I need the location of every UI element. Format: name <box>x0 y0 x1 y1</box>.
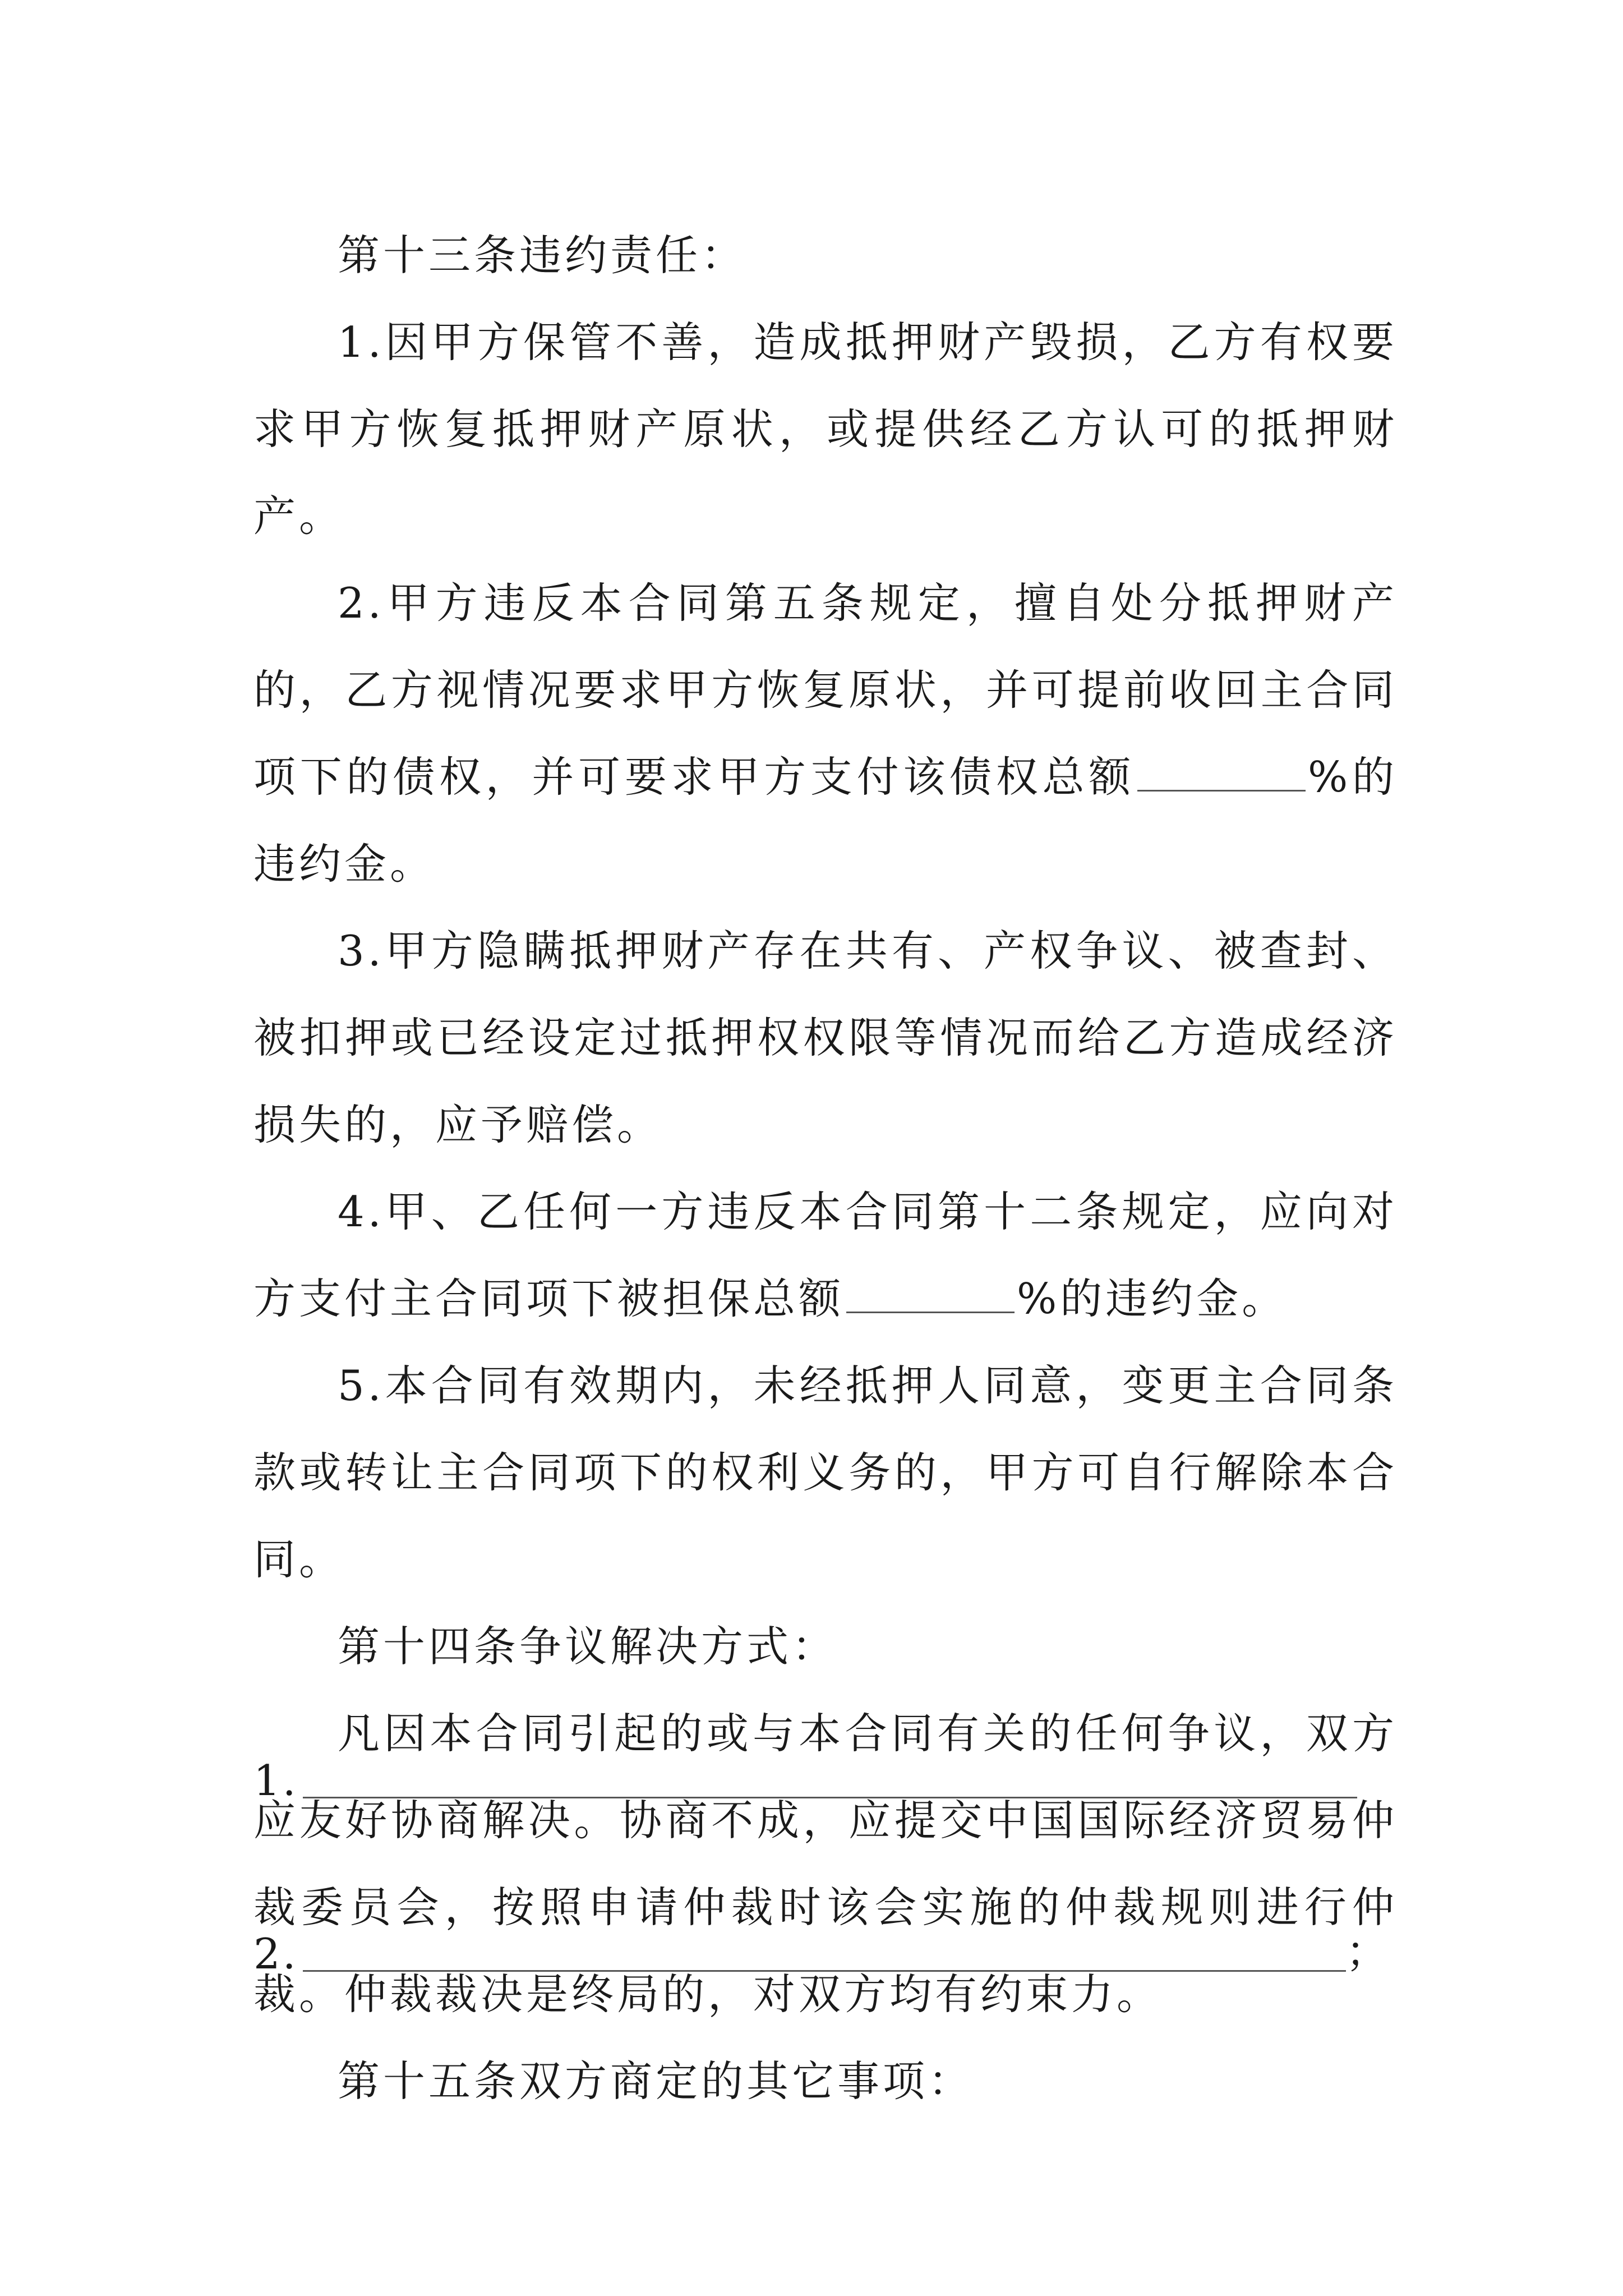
section14-body: 凡因本合同引起的或与本合同有关的任何争议，双方应友好协商解决。协商不成，应提交中国国际经济贸易仲裁委员会，按照申请仲裁时该会实施的仲裁规则进行仲裁。仲裁裁决是终局的，对双方均有约束力。 <box>253 1709 1398 2019</box>
section13-item4-text: 4.甲、乙任何一方违反本合同第十二条规定，应向对方支付主合同项下被担保总额 <box>253 1187 1398 1323</box>
section13-item5: 5.本合同有效期内，未经抵押人同意，变更主合同条款或转让主合同项下的权利义务的，甲方可自行解除本合同。 <box>253 1361 1398 1584</box>
other-matters-line-1 <box>253 1756 1357 1805</box>
blank-fill-line <box>303 1797 1357 1798</box>
section13-heading: 第十三条违约责任： <box>338 231 747 280</box>
section13-item1: 1.因甲方保管不善，造成抵押财产毁损，乙方有权要求甲方恢复抵押财产原状，或提供经乙方认可的抵押财产。 <box>253 318 1398 541</box>
section15-heading: 第十五条双方商定的其它事项： <box>338 2056 974 2106</box>
section13-item4-suffix: %的违约金。 <box>1017 1274 1288 1323</box>
section14-heading: 第十四条争议解决方式： <box>338 1622 838 1671</box>
blank-percentage-field <box>1137 790 1306 792</box>
other-matters-line-2 <box>253 1918 1390 1978</box>
contract-text <box>253 212 1398 2125</box>
section13-item2-text: 2.甲方违反本合同第五条规定，擅自处分抵押财产的，乙方视情况要求甲方恢复原状，并可提前收回主合同项下的债权，并可要求甲方支付该债权总额 <box>253 578 1398 802</box>
section13-item2-suffix: %的违约金。 <box>253 752 1398 889</box>
section13-item4 <box>253 1168 1398 1342</box>
line2-label: 2. <box>253 1929 298 1978</box>
section13-item2 <box>253 560 1398 908</box>
line1-label: 1. <box>253 1756 298 1805</box>
section13-item3: 3.甲方隐瞒抵押财产存在共有、产权争议、被查封、被扣押或已经设定过抵押权权限等情况而给乙方造成经济损失的，应予赔偿。 <box>253 926 1398 1149</box>
blank-fill-line <box>303 1970 1346 1972</box>
line2-end-mark: ； <box>1345 1927 1390 1976</box>
blank-percentage-field <box>846 1312 1015 1313</box>
